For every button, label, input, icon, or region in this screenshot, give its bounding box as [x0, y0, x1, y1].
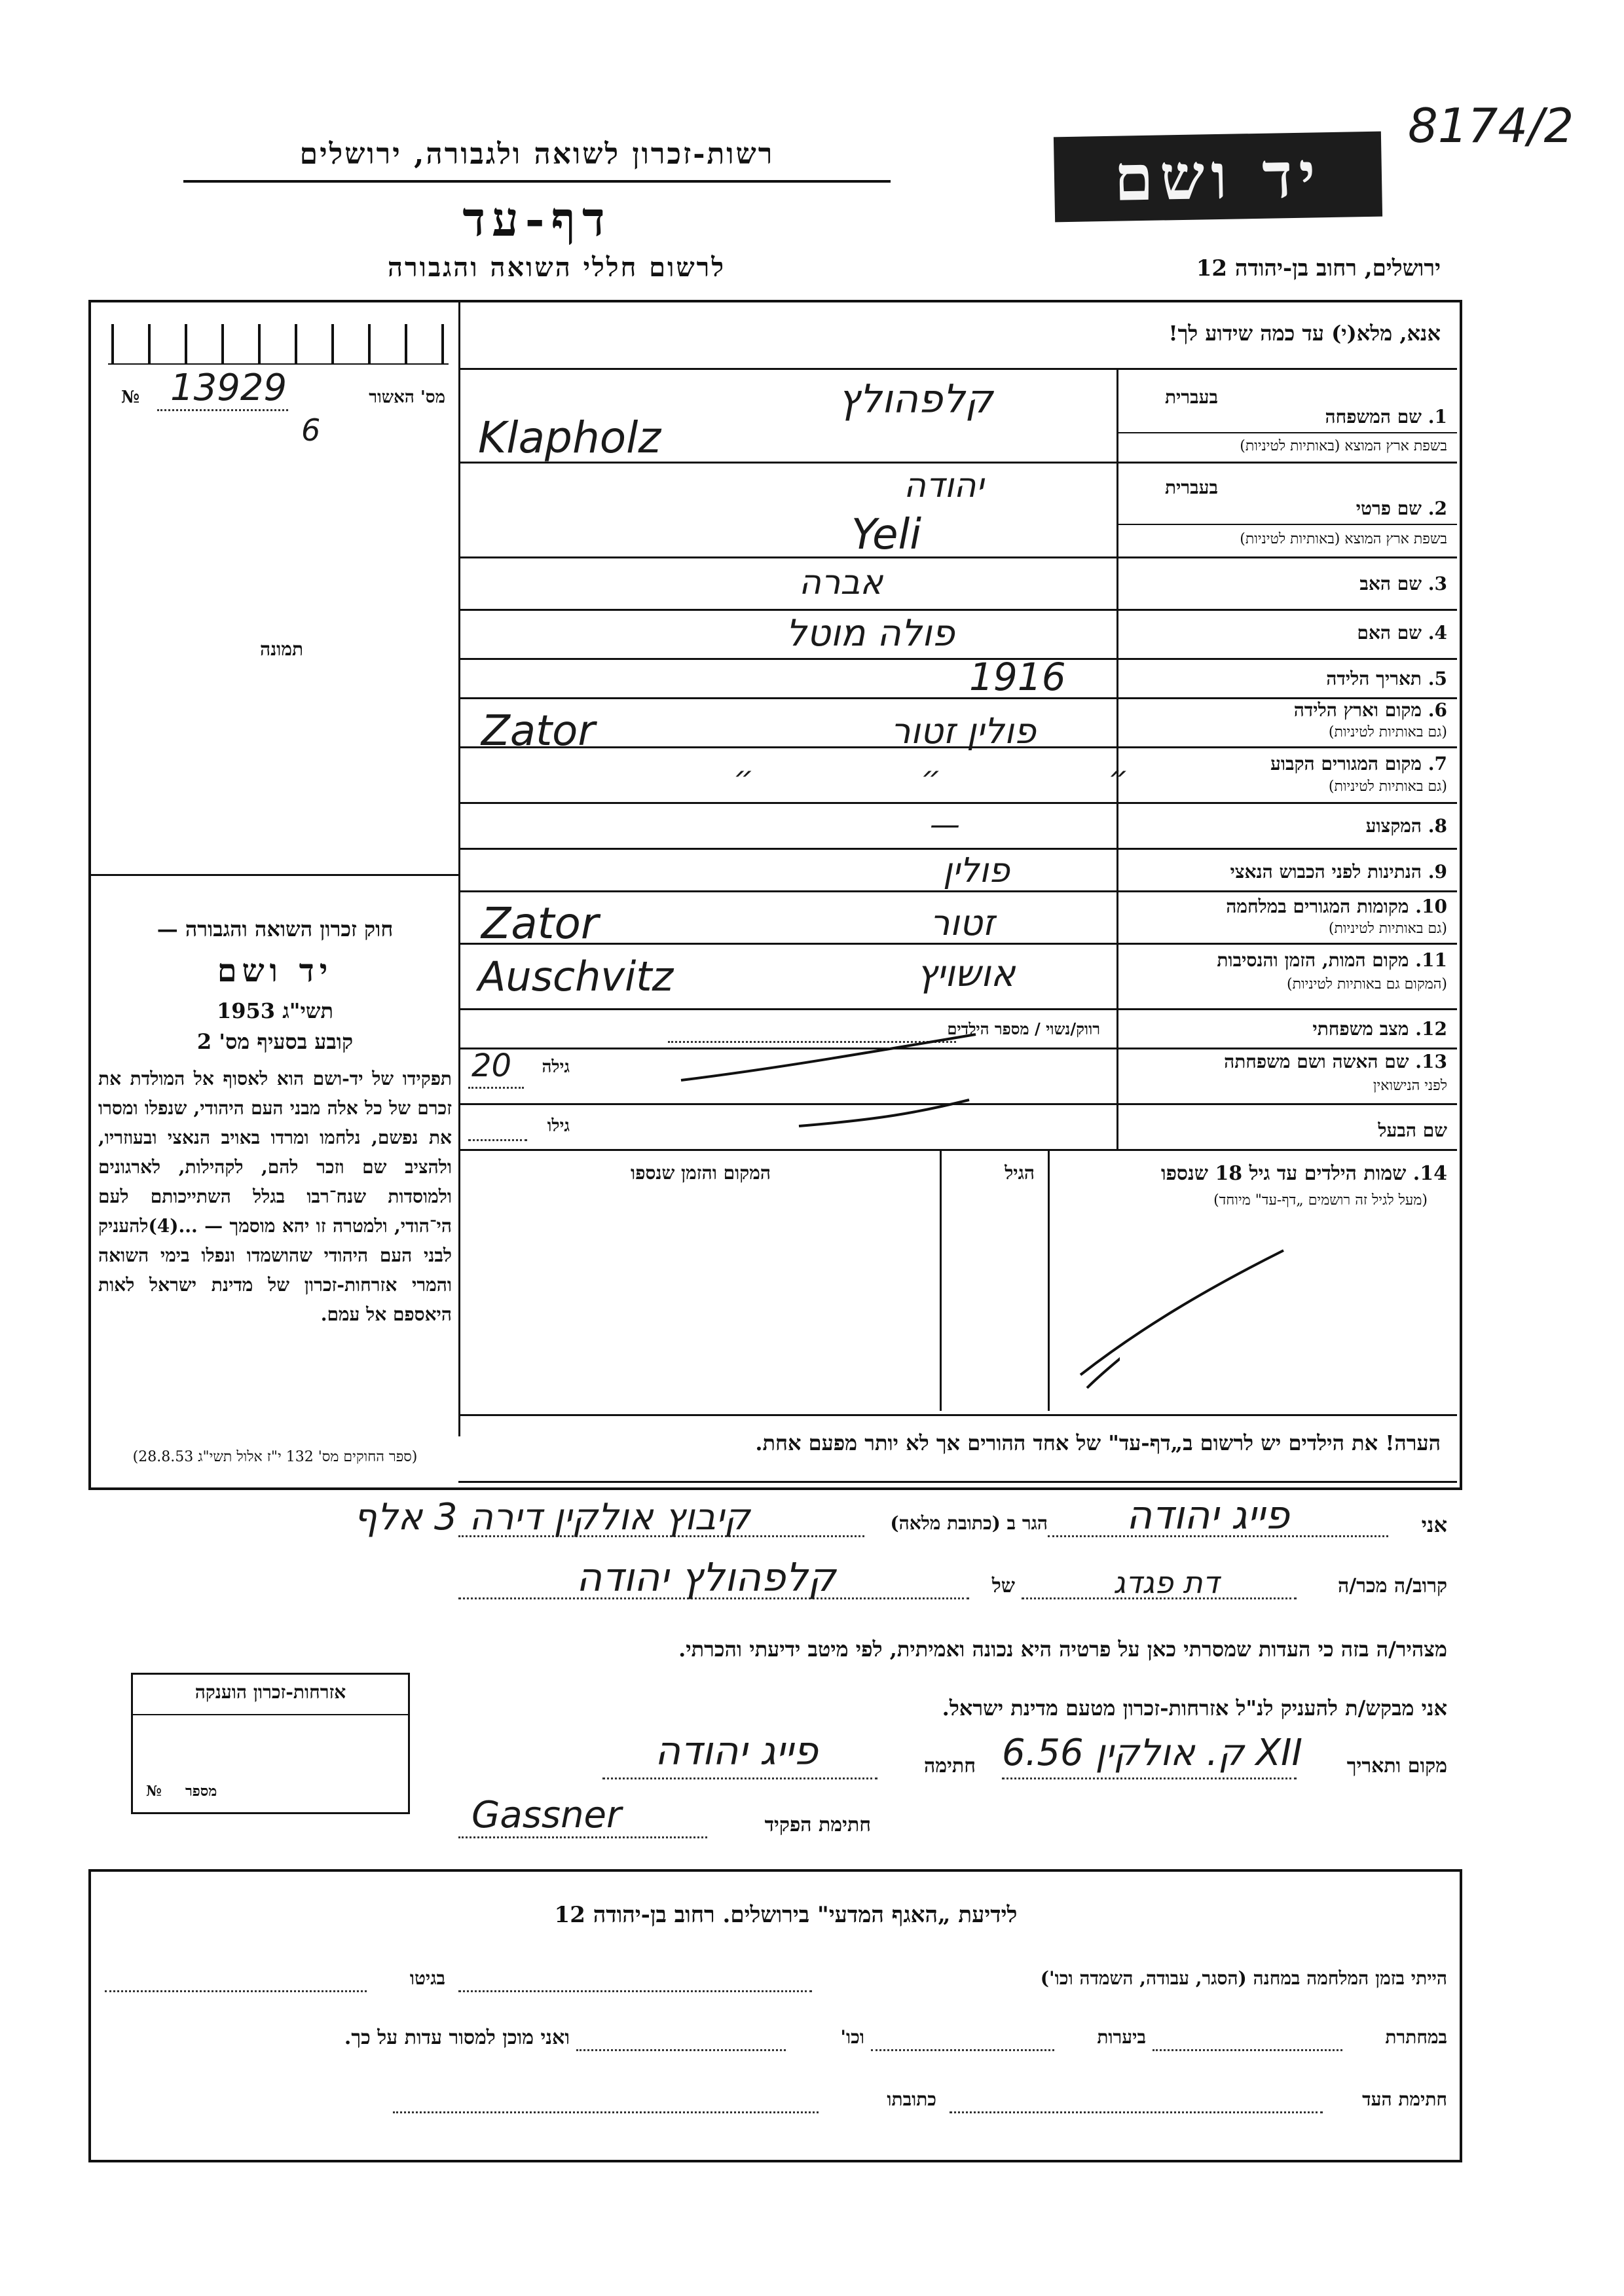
field-7-text: מקום המגורים הקבוע: [1270, 753, 1422, 774]
archive-line2-c: וכו': [840, 2026, 864, 2048]
field-13-num: 13.: [1415, 1051, 1447, 1072]
field-8-value: —: [930, 807, 960, 842]
field-2-num: 2.: [1428, 498, 1447, 519]
photo-label: תמונה: [259, 638, 304, 660]
form-subtitle: לרשום חללי השואה והגבורה: [387, 252, 726, 283]
field-4-text: שם האם: [1357, 622, 1422, 644]
archive-line2-d: ואני מוכן למסור עדות על כך.: [344, 2026, 570, 2049]
number-sign: №: [121, 388, 140, 407]
field-13-age-label: גילה: [542, 1057, 570, 1077]
field-13-text: שם האשה ושם משפחתה: [1224, 1051, 1409, 1072]
field-2-text: שם פרטי: [1356, 498, 1422, 519]
hebrew-label-2: בעברית: [1164, 477, 1218, 498]
field-11-text: מקום המות, הזמן והנסיבות: [1217, 949, 1409, 971]
field-3-num: 3.: [1428, 573, 1447, 594]
authority-title: רשות-זכרון לשואה ולגבורה, ירושלים: [299, 137, 775, 171]
field-10-label: [1126, 896, 1447, 918]
approval-label: מס' האשור: [369, 388, 445, 407]
decl-officer-signature: Gassner: [471, 1794, 622, 1836]
law-clause: קובע בסעיף מס' 2: [196, 1029, 354, 1054]
decl-officer-label: חתימת הפקיד: [764, 1813, 871, 1836]
field-9-label: [1126, 861, 1447, 883]
archive-line3-a: חתימת העד: [1362, 2088, 1447, 2110]
field-1-sub: בשפת ארץ המוצא (באותיות לטיניות): [1240, 438, 1447, 454]
field-7-value: ״ ״ ״: [733, 759, 1208, 796]
field-1-label: [1238, 406, 1447, 428]
field-11-value-he: אושויץ: [917, 953, 1016, 995]
citizenship-box-rule: [133, 1714, 408, 1715]
field-14-num: 14.: [1412, 1162, 1447, 1185]
sidebar-tick-rule: [108, 363, 449, 365]
children-strike: [1074, 1244, 1297, 1388]
citizenship-box: [131, 1673, 410, 1814]
field-11-sub: (המקום גם באותיות לטיניות): [1287, 976, 1447, 993]
decl-signature-label: חתימה: [924, 1755, 976, 1777]
law-year: תשי"ג 1953: [217, 998, 333, 1023]
law-title: חוק זכרון השואה והגבורה —: [157, 917, 394, 941]
decl-relation-value: דת פגדג: [1113, 1565, 1219, 1600]
field-9-num: 9.: [1428, 861, 1447, 883]
decl-officer-line: [458, 1836, 707, 1838]
note-rule-bottom: [458, 1481, 1457, 1483]
field-8-label: [1238, 815, 1447, 837]
field-11-num: 11.: [1415, 949, 1447, 971]
rule-11: [458, 1008, 1457, 1010]
field-5-text: תאריך הלידה: [1326, 668, 1422, 689]
rule-9: [458, 890, 1457, 892]
husband-label: שם הבעל: [1378, 1120, 1447, 1141]
field-13-sub: לפני הנישואין: [1373, 1078, 1447, 1094]
decl-of-label: של: [991, 1575, 1015, 1597]
field-1-text: שם המשפחה: [1325, 406, 1422, 428]
field-12-num: 12.: [1415, 1018, 1447, 1040]
note-rule-top: [458, 1414, 1457, 1416]
decl-signature-value: פייג יהודה: [655, 1728, 819, 1774]
field-6-label: [1179, 699, 1447, 721]
decl-address-value: קיבוץ אולקין דירה 3 אלף: [354, 1496, 750, 1539]
citizenship-number-label: מספר: [185, 1783, 217, 1800]
decl-relative-label: קרוב/ה מכר/ה: [1338, 1575, 1447, 1597]
rule-1a: [1116, 432, 1457, 433]
field-6-num: 6.: [1428, 699, 1447, 721]
children-strike-line: [1080, 1250, 1283, 1375]
field-9-value: פולין: [943, 851, 1010, 890]
law-text: תפקידו של יד-ושם הוא לאסוף אל המולדת את זכרם של כל אלה מבני העם היהודי, שנפלו ומסרו את נפשם, נלחמו ומרדו באויב הנאצי ובעוזריו, ולהציב שם וזכר להם, לקהילות, לארגונים ולמוסדות שנח־רבו בגלל השתייכותם לעם הי־הודי, ולמטרה זו יהא מוסמך — ...(4)להעניק לבני העם היהודי שהושמדו ונפלו בימי השואה והמרי אזרחות-זכרון של מדינת ישראל לאות היאספם אל עמם.: [98, 1068, 452, 1325]
decl-signature-line: [602, 1777, 877, 1779]
field-13-label: [1126, 1051, 1447, 1073]
law-name: יד ושם: [217, 953, 333, 989]
yad-vashem-logo: [1054, 132, 1382, 223]
instruction-rule: [458, 368, 1457, 370]
decl-witness-name: פייג יהודה: [1126, 1493, 1290, 1539]
field-5-label: [1238, 668, 1447, 690]
address: ירושלים, רחוב בן-יהודה 12: [1196, 255, 1441, 282]
approval-number-line: [157, 409, 288, 411]
decl-statement-2: אני מבקש/ת להעניק לנ"ל אזרחות-זכרון מטעם מדינת ישראל.: [942, 1696, 1447, 1721]
field-4-num: 4.: [1428, 622, 1447, 644]
decl-statement-1: מצהיר/ה בזה כי העדות שמסרתי כאן על פרטיה היא נכונה ואמיתית, לפי מיטב ידיעתי והכרתי.: [678, 1637, 1447, 1662]
rule-2a: [1116, 524, 1457, 525]
field-3-text: שם האב: [1359, 573, 1422, 594]
archive-line3-b: כתובתו: [887, 2088, 936, 2110]
field-14-text: שמות הילדים עד גיל 18 שנספו: [1160, 1162, 1407, 1185]
field-4-value: פולה מוטל: [786, 612, 955, 655]
form-note: הערה! את הילדים יש לרשום ב„דף-עד" של אחד ההורים אך לא יותר מפעם אחת.: [755, 1430, 1441, 1455]
field-8-num: 8.: [1428, 815, 1447, 837]
field-14-sub: (מעל לגיל זה רושמים „דף-עד" מיוחד): [1213, 1192, 1428, 1209]
field-1-value-lat: Klapholz: [478, 412, 661, 463]
field-10-sub: (גם באותיות לטיניות): [1328, 920, 1447, 937]
field-7-label: [1179, 753, 1447, 775]
decl-place-date-value: ק. אולקין 6.56 XII: [1002, 1732, 1303, 1774]
archive-line3-dots-a: [950, 2111, 1323, 2113]
archive-line2-dots-b: [871, 2049, 1054, 2051]
archive-line2-b: ביערות: [1097, 2026, 1146, 2048]
field-7-num: 7.: [1428, 753, 1447, 774]
field-6-sub: (גם באותיות לטיניות): [1328, 724, 1447, 740]
field-7-sub: (גם באותיות לטיניות): [1328, 778, 1447, 795]
law-reference: (ספר החוקים מס' 132 י"ז אלול תשי"ג 28.8.53): [132, 1449, 418, 1465]
archive-number: 8174/2: [1408, 98, 1574, 153]
field-10-value-lat: Zator: [481, 898, 599, 949]
approval-number: 13929: [170, 367, 287, 409]
instruction: אנא, מלא(י) עד כמה שידוע לך!: [1168, 321, 1441, 346]
children-place-header: המקום והזמן שנספו: [631, 1162, 771, 1184]
field-5-num: 5.: [1428, 668, 1447, 689]
sidebar-ticks: [111, 324, 445, 363]
field-9-text: הנתינות לפני הכבוש הנאצי: [1230, 861, 1422, 883]
field-13-age-value: 20: [471, 1048, 512, 1084]
field-2-sub: בשפת ארץ המוצא (באותיות לטיניות): [1240, 531, 1447, 547]
field-2-value-lat: Yeli: [851, 511, 921, 559]
archive-line1-dots-b: [105, 1990, 367, 1992]
rule-3: [458, 609, 1457, 611]
archive-line3-dots-b: [393, 2111, 819, 2113]
form-title: דף-עד: [462, 191, 612, 247]
field-12-text: מצב משפחתי: [1312, 1018, 1409, 1040]
field-2-value-he: יהודה: [904, 466, 984, 505]
children-col-divider-1: [1048, 1149, 1050, 1411]
children-age-header: הגיל: [1005, 1162, 1035, 1184]
field-3-value: אברה: [799, 563, 883, 602]
citizenship-box-title: אזרחות-זכרון הוענקה: [194, 1681, 346, 1703]
field-3-label: [1238, 573, 1447, 595]
strike-marks: [458, 1021, 1120, 1440]
archive-line2-dots-c: [576, 2049, 786, 2051]
field-10-num: 10.: [1415, 896, 1447, 917]
field-1-num: 1.: [1428, 406, 1447, 428]
archive-line1-a: הייתי בזמן המלחמה במחנה (הסגר, עבודה, השמדה וכו'): [1040, 1967, 1447, 1989]
husband-age-label: גילו: [547, 1116, 570, 1136]
archive-line2-dots-a: [1153, 2049, 1342, 2051]
decl-resident-label: הגר ב (כתובת מלאה): [890, 1512, 1048, 1534]
citizenship-number-sign: №: [146, 1783, 162, 1800]
decl-place-date-label: מקום ותאריך: [1346, 1755, 1447, 1777]
field-10-value-he: זטור: [930, 902, 995, 943]
decl-ani-label: אני: [1421, 1512, 1447, 1537]
field-12-value: רווק/נשוי / מספר הילדים: [947, 1019, 1100, 1038]
children-col-divider-2: [940, 1149, 942, 1411]
strike-line-2: [799, 1100, 969, 1126]
rule-8: [458, 848, 1457, 850]
field-8-text: המקצוע: [1365, 815, 1422, 837]
hebrew-label-1: בעברית: [1164, 386, 1218, 408]
rule-4: [458, 658, 1457, 660]
strike-line-1: [681, 1034, 976, 1080]
field-6-value-he: פולין זטור: [891, 710, 1036, 752]
field-14-label: [1048, 1162, 1447, 1185]
photo-box-rule: [88, 874, 460, 876]
archive-line1-dots-a: [458, 1990, 812, 1992]
field-1-value-he: קלפהולץ: [838, 376, 993, 422]
field-6-value-lat: Zator: [481, 707, 595, 756]
field-5-value: 1916: [969, 655, 1066, 699]
field-10-text: מקומות המגורים במלחמה: [1226, 896, 1409, 917]
approval-suffix: 6: [301, 412, 321, 448]
rule-7: [458, 802, 1457, 804]
field-2-label: [1238, 498, 1447, 520]
field-11-label: [1126, 949, 1447, 972]
archive-line2-a: במחתרת: [1385, 2026, 1447, 2048]
field-11-value-lat: Auschvitz: [478, 953, 674, 1000]
field-12-label: [1238, 1018, 1447, 1040]
decl-place-date-line: [1002, 1777, 1297, 1779]
logo-text: יד ושם: [1113, 137, 1323, 215]
rule-2: [458, 556, 1457, 558]
archive-line1-b: בגיטו: [409, 1967, 445, 1989]
field-4-label: [1238, 622, 1447, 644]
title-underline: [183, 180, 891, 183]
field-6-text: מקום וארץ הלידה: [1293, 699, 1422, 721]
decl-of-value: קלפהולץ יהודה: [576, 1555, 836, 1601]
archive-title: לידיעת „האגף המדעי" בירושלים. רחוב בן-יהודה 12: [554, 1902, 1018, 1928]
